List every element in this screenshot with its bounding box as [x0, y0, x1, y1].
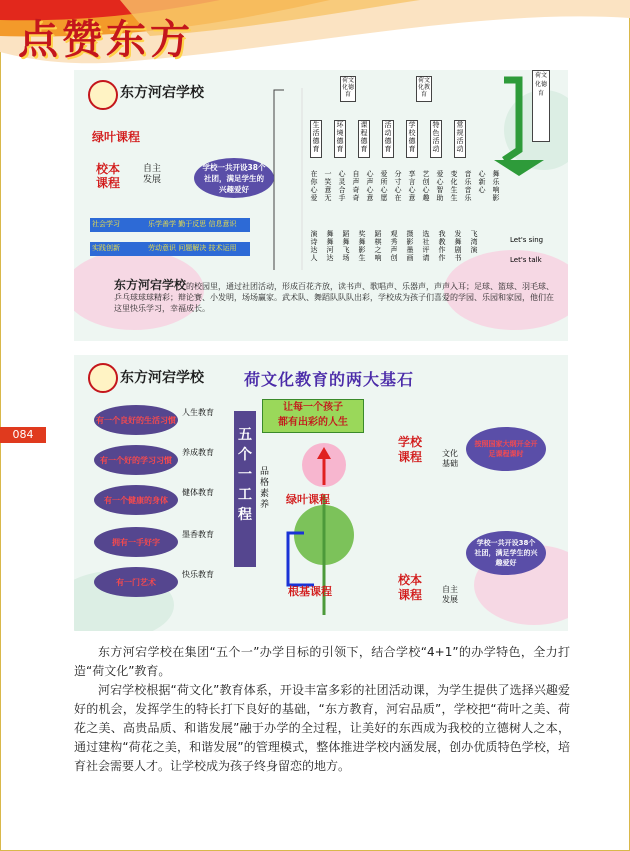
- tree-mid-col: 生活德育: [310, 120, 322, 158]
- tree-leaf: 心新心: [478, 170, 486, 194]
- panel1-caption: [114, 280, 554, 314]
- banner-title: 荷文化教育的两大基石: [244, 370, 415, 389]
- paragraph: 东方河宕学校在集团“五个一”办学目标的引领下，结合学校“4+1”的办学特色，全力打造“荷文化”教育。: [74, 645, 570, 678]
- tree-activity: 演诗达人: [310, 230, 318, 262]
- tree-mid-col: 课程德育: [358, 120, 370, 158]
- tree-activity-row: [310, 230, 530, 270]
- tree-leaf: 自声奇奇: [352, 170, 360, 202]
- quality-label: 品格素养: [260, 467, 270, 510]
- header-band: [0, 0, 630, 70]
- lets-talk-label: Let's talk: [510, 256, 542, 264]
- oval-habit: 有一个良好的生活习惯: [94, 405, 178, 435]
- paragraph: 河宕学校根据“荷文化”教育体系，开设丰富多彩的社团活动课，为学生提供了选择兴趣爱好的机会，发挥学生的特长打下良好的基础，“东方教育，河宕品质”，学校把“荷叶之美、荷花之美、高贵品质、和谐发展”融于办学的全过程，让美好的东西成为我校的立德树人之本，通过建构“荷花之美，和谐发展”的管理模式，整体推进学校内涵发展，创办优质特色学校，培育社会需要人才。让学校成为孩子终身留恋的地方。: [74, 683, 570, 773]
- tree-activity: 发舞剧书: [454, 230, 462, 262]
- tree-leaf: 心声心意: [366, 170, 374, 202]
- bar-left-2: 实践创新: [92, 244, 120, 252]
- tree-top-right: 荷文化德育: [532, 70, 550, 142]
- tree-leaf: 爱心智助: [436, 170, 444, 202]
- tree-mid-row: [310, 120, 480, 160]
- school-name: 东方河宕学校: [120, 85, 204, 101]
- green-course-label-2: 绿叶课程: [286, 493, 330, 506]
- tree-top-mid: 荷文化教育: [416, 76, 432, 102]
- tree-leaf: 舞乐响影: [492, 170, 500, 202]
- oval-writing: 拥有一手好字: [94, 527, 178, 557]
- tree-leaf: 艺创心趣: [422, 170, 430, 202]
- every-child-box: 让每一个孩子 都有出彩的人生: [262, 399, 364, 433]
- edu-label: 人生教育: [182, 408, 214, 417]
- tree-activity: 选社评请: [422, 230, 430, 262]
- tree-leaf: 一笑意无: [324, 170, 332, 202]
- bar-right-2: 劳动意识 问题解决 技术运用: [148, 244, 237, 252]
- root-course-label: 根基课程: [288, 585, 332, 598]
- tree-leaf: 享言心意: [408, 170, 416, 202]
- tree-leaf-row: [310, 170, 530, 210]
- national-oval: 按照国家大纲开全开足课程课时: [466, 427, 546, 471]
- bar-right-1: 乐学善学 勤于反思 信息意识: [148, 220, 237, 228]
- school-course-a-label: 学校 课程: [398, 435, 423, 464]
- tree-activity: 我教作作: [438, 230, 446, 262]
- school-logo: [88, 80, 118, 110]
- culture-base-label: 文化 基础: [442, 449, 458, 468]
- article-body: [74, 643, 570, 776]
- lets-sing-label: Let's sing: [510, 236, 544, 244]
- panel-club-activities: [74, 70, 568, 341]
- club-note-oval: 学校一共开设38个社团，满足学生的兴趣爱好: [194, 158, 274, 198]
- five-one-project: 五个一工程: [238, 427, 252, 523]
- tree-activity: 蹈棋之响: [374, 230, 382, 262]
- tree-mid-col: 常规活动: [454, 120, 466, 158]
- oval-study: 有一个好的学习习惯: [94, 445, 178, 475]
- tree-activity: 奖舞影生: [358, 230, 366, 262]
- tree-leaf: 爱所心愿: [380, 170, 388, 202]
- edu-label: 健体教育: [182, 488, 214, 497]
- tree-leaf: 在你心爱: [310, 170, 318, 202]
- self-dev-label-2: 自主 发展: [442, 585, 458, 604]
- self-dev-label: 自主 发展: [142, 164, 161, 185]
- tree-leaf: 心灵合手: [338, 170, 346, 202]
- page-title: 点赞东方: [18, 16, 194, 63]
- caption-school: 东方河宕学校: [114, 278, 187, 292]
- bar-left-1: 社会学习: [92, 220, 120, 228]
- tree-activity: 蹈舞飞场: [342, 230, 350, 262]
- oval-art: 有一门艺术: [94, 567, 178, 597]
- tree-activity: 飞湾演: [470, 230, 478, 254]
- oval-health: 有一个健康的身体: [94, 485, 178, 515]
- tree-top-left: 荷文化德育: [340, 76, 356, 102]
- bar-row-2: [90, 242, 250, 256]
- tree-mid-col: 活动德育: [382, 120, 394, 158]
- tree-mid-col: 学校德育: [406, 120, 418, 158]
- tree-mid-col: 环境德育: [334, 120, 346, 158]
- club-note-oval-2: 学校一共开设38个社团，满足学生的兴趣爱好: [466, 531, 546, 575]
- tree-activity: 舞舞河达: [326, 230, 334, 262]
- edu-label: 快乐教育: [182, 570, 214, 579]
- tree-activity: 摄影墨画: [406, 230, 414, 262]
- school-logo-2: [88, 363, 118, 393]
- school-course-b-label: 校本 课程: [398, 573, 423, 602]
- caption-text: 的校园里，通过社团活动，形成百花齐放，读书声、歌唱声、乐器声，声声入耳；足球、篮球、羽毛球、乒乓球球球精彩；辩论赛、小发明，场场赢家。武术队、舞蹈队队队出彩，学校成为孩子们喜爱的学园、乐园和家园，他们在这里快乐学习，幸福成长。: [114, 282, 555, 313]
- tree-leaf: 音乐音乐: [464, 170, 472, 202]
- bar-row-1: [90, 218, 250, 232]
- school-name-2: 东方河宕学校: [120, 370, 204, 386]
- tree-mid-col: 特色活动: [430, 120, 442, 158]
- panel-two-foundations: [74, 355, 568, 631]
- tree-activity: 观秀声创: [390, 230, 398, 262]
- page-number: 084: [0, 427, 46, 443]
- tree-leaf: 分寸心在: [394, 170, 402, 202]
- green-course-label: 绿叶课程: [92, 130, 141, 144]
- school-course-label: 校本 课程: [96, 162, 121, 190]
- edu-label: 墨香教育: [182, 530, 214, 539]
- tree-leaf: 变化生生: [450, 170, 458, 202]
- edu-label: 养成教育: [182, 448, 214, 457]
